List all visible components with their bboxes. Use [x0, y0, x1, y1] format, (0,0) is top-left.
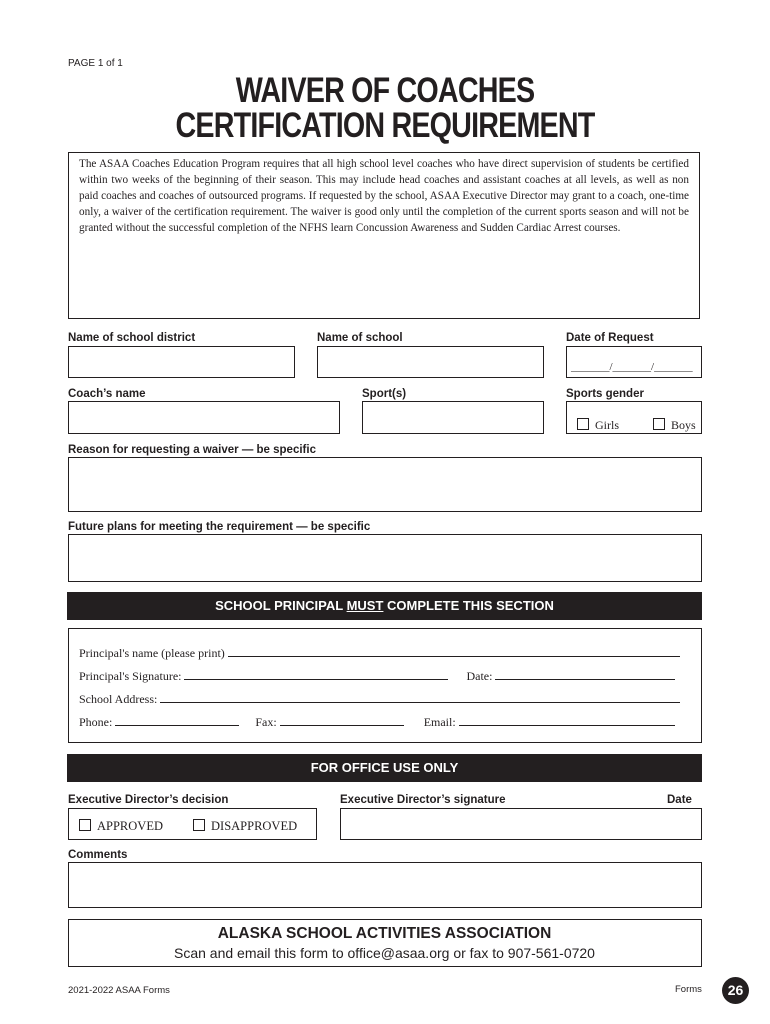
office-section-header: FOR OFFICE USE ONLY: [67, 754, 702, 782]
decision-field: [68, 808, 317, 840]
disapproved-label: DISAPPROVED: [211, 819, 298, 833]
school-district-label: Name of school district: [68, 332, 196, 344]
school-address-line[interactable]: [160, 691, 680, 703]
boys-checkbox[interactable]: [653, 418, 665, 430]
footer-year: 2021-2022 ASAA Forms: [68, 985, 170, 996]
footer-section: Forms: [675, 984, 702, 995]
coach-name-label: Coach’s name: [68, 388, 146, 400]
principal-date-label: Date:: [466, 669, 493, 683]
principal-name-line[interactable]: [228, 645, 680, 657]
future-plans-label: Future plans for meeting the requirement — be specific: [68, 521, 371, 533]
boys-option[interactable]: [653, 418, 696, 433]
disapproved-option[interactable]: [193, 819, 297, 834]
school-address-row[interactable]: [79, 691, 680, 707]
association-name: ALASKA SCHOOL ACTIVITIES ASSOCIATION: [217, 925, 552, 942]
principal-signature-label: Principal's Signature:: [79, 669, 182, 683]
date-request-field[interactable]: [566, 346, 702, 378]
approved-label: APPROVED: [97, 819, 163, 833]
comments-field[interactable]: [68, 862, 702, 908]
email-label: Email:: [423, 715, 456, 729]
submission-instructions: Scan and email this form to office@asaa.org or fax to 907-561-0720: [174, 945, 595, 961]
comments-label: Comments: [68, 849, 128, 861]
email-line[interactable]: [459, 714, 675, 726]
sports-gender-label: Sports gender: [566, 388, 644, 400]
page-number-badge: 26: [722, 977, 749, 1004]
fax-line[interactable]: [280, 714, 404, 726]
date-request-label: Date of Request: [566, 332, 654, 344]
disapproved-checkbox[interactable]: [193, 819, 205, 831]
school-district-field[interactable]: [68, 346, 295, 378]
principal-section-box: [68, 628, 702, 743]
principal-section-header: [67, 592, 702, 620]
intro-box: [68, 152, 700, 319]
director-signature-label: Executive Director’s signature: [340, 794, 506, 806]
sports-gender-field: [566, 401, 702, 434]
phone-line[interactable]: [115, 714, 239, 726]
coach-name-field[interactable]: [68, 401, 340, 434]
school-name-label: Name of school: [317, 332, 403, 344]
principal-date-line[interactable]: [495, 668, 675, 680]
approved-checkbox[interactable]: [79, 819, 91, 831]
girls-option[interactable]: [577, 418, 619, 433]
boys-label: Boys: [671, 418, 696, 432]
form-title-line-1: WAIVER OF COACHES: [235, 71, 535, 110]
principal-header-pre: SCHOOL PRINCIPAL: [215, 598, 347, 613]
office-date-label: Date: [667, 794, 692, 806]
form-title-line-2: CERTIFICATION REQUIREMENT: [175, 106, 595, 145]
reason-field[interactable]: [68, 457, 702, 512]
reason-label: Reason for requesting a waiver — be specific: [68, 444, 316, 456]
sports-field[interactable]: [362, 401, 544, 434]
sports-label: Sport(s): [362, 388, 407, 400]
page-label: PAGE 1 of 1: [68, 58, 123, 69]
date-placeholder: _______/_______/_______: [571, 361, 693, 373]
future-plans-field[interactable]: [68, 534, 702, 582]
principal-name-row[interactable]: [79, 645, 680, 661]
phone-label: Phone:: [79, 715, 113, 729]
approved-option[interactable]: [79, 819, 163, 834]
director-signature-field[interactable]: [340, 808, 702, 840]
girls-label: Girls: [595, 418, 619, 432]
principal-signature-line[interactable]: [184, 668, 448, 680]
principal-header-post: COMPLETE THIS SECTION: [383, 598, 554, 613]
principal-header-emphasis: MUST: [346, 598, 384, 613]
intro-text: The ASAA Coaches Education Program requires that all high school level coaches who have direct supervision of students be certified within two weeks of the beginning of their season. This may include head coaches and assistant coaches at all levels, as well as non paid coaches and coaches of outsourced programs. If requested by the school, ASAA Executive Director may grant to a coach, one-time only, a waiver of the certification requirement. The waiver is good only until the completion of the current sports season and will not be granted without the successful completion of the NFHS learn Concussion Awareness and Sudden Cardiac Arrest courses.: [79, 158, 689, 234]
girls-checkbox[interactable]: [577, 418, 589, 430]
fax-label: Fax:: [255, 715, 277, 729]
school-address-label: School Address:: [79, 692, 158, 706]
principal-name-label: Principal's name (please print): [79, 646, 225, 660]
principal-signature-row[interactable]: [79, 668, 675, 684]
contact-row[interactable]: [79, 714, 675, 730]
decision-label: Executive Director’s decision: [68, 794, 229, 806]
school-name-field[interactable]: [317, 346, 544, 378]
